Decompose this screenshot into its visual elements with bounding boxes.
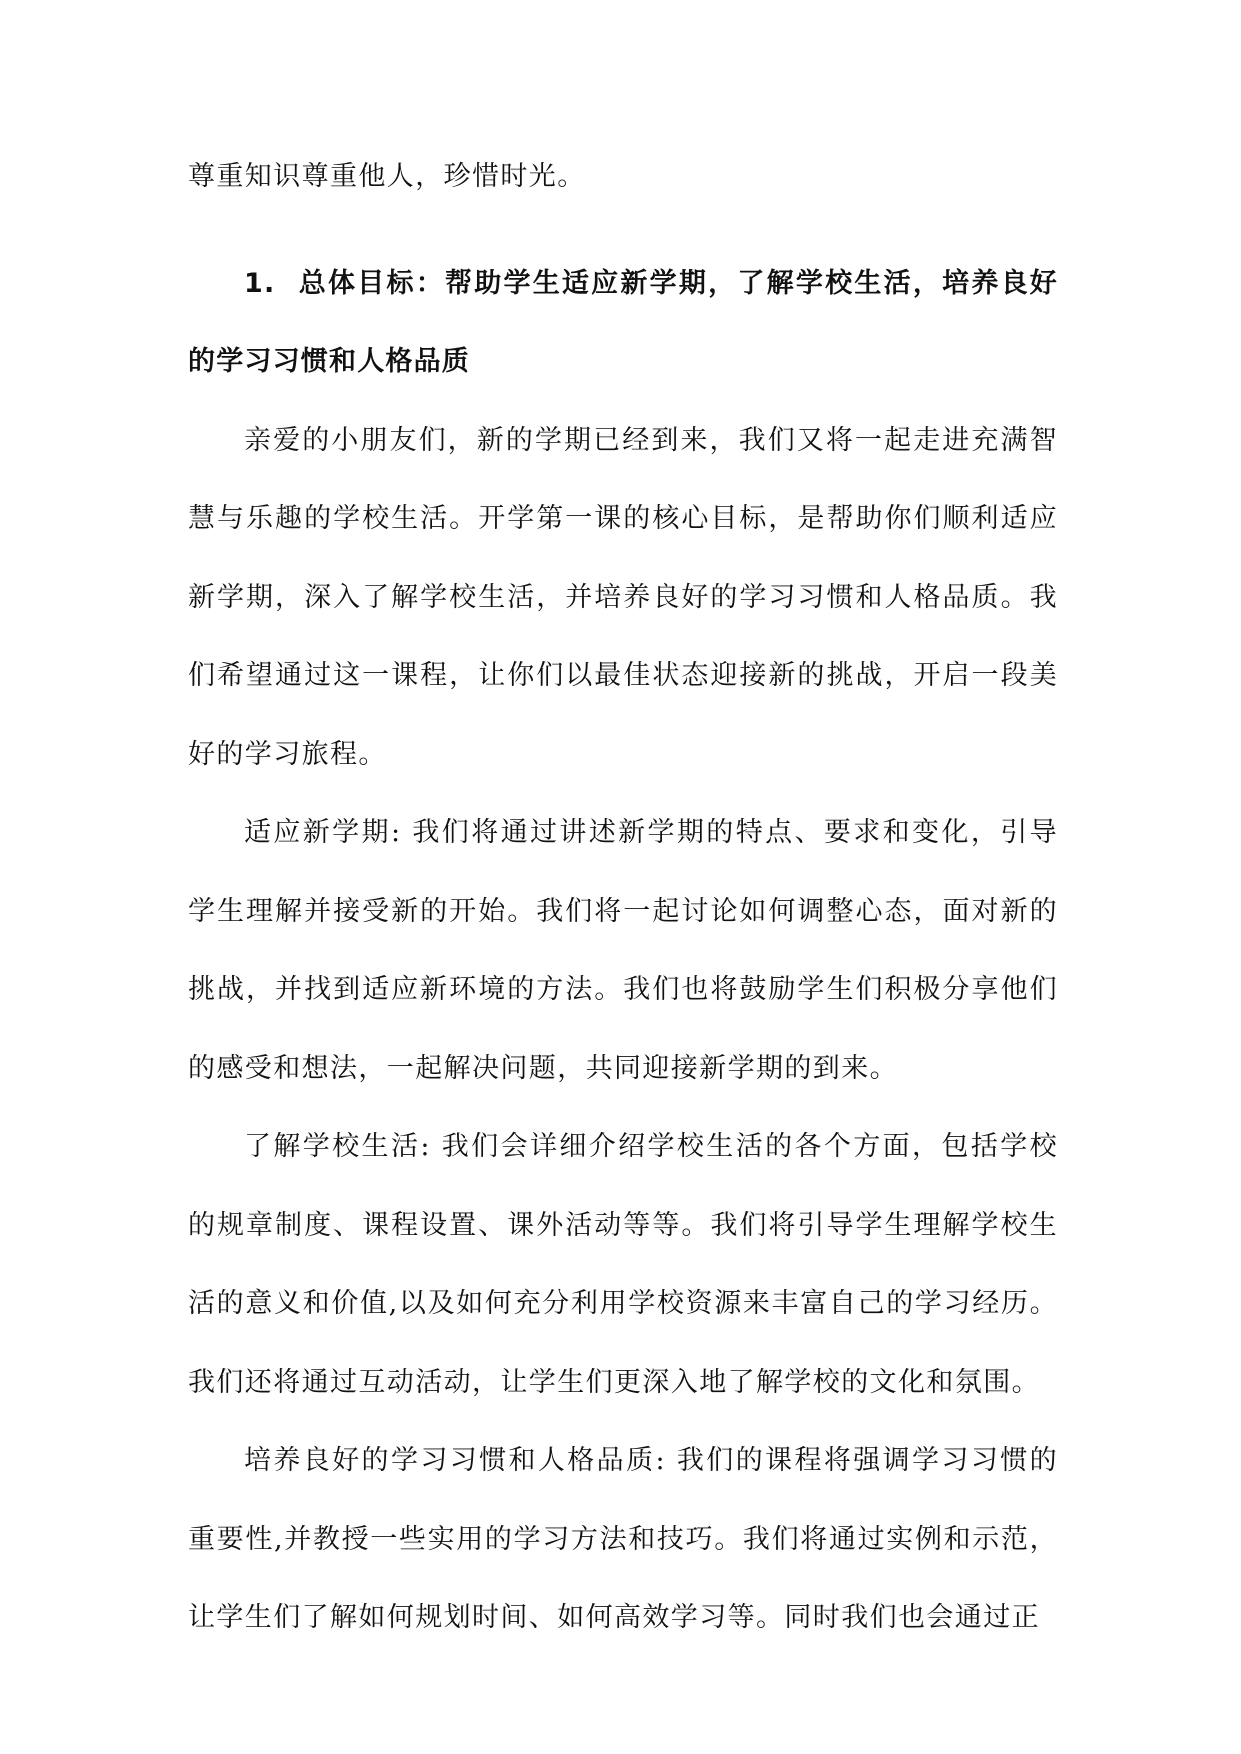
paragraph-study-habits: 培养良好的学习习惯和人格品质: 我们的课程将强调学习习惯的重要性,并教授一些实用的学习方法和技巧。我们将通过实例和示范，让学生们了解如何规划时间、如何高效学习等。同时我们也会通过正	[188, 1445, 1058, 1633]
paragraph-school-life: 了解学校生活: 我们会详细介绍学校生活的各个方面，包括学校的规章制度、课程设置、课外活动等等。我们将引导学生理解学校生活的意义和价值,以及如何充分利用学校资源来丰富自己的学习经历。我们还将通过互动活动，让学生们更深入地了解学校的文化和氛围。	[188, 1131, 1058, 1398]
paragraph-continuation: 尊重知识尊重他人，珍惜时光。	[188, 161, 586, 192]
document-body	[188, 138, 1058, 1658]
paragraph-adapt-semester: 适应新学期: 我们将通过讲述新学期的特点、要求和变化，引导学生理解并接受新的开始。我们将一起讨论如何调整心态，面对新的挑战，并找到适应新环境的方法。我们也将鼓励学生们积极分享他们的感受和想法，一起解决问题，共同迎接新学期的到来。	[188, 817, 1058, 1084]
section-heading-text: 总体目标：帮助学生适应新学期，了解学校生活，培养良好的学习习惯和人格品质	[188, 267, 1059, 377]
section-heading	[188, 245, 1058, 402]
section-number: 1.	[244, 267, 276, 299]
paragraph-intro: 亲爱的小朋友们，新的学期已经到来，我们又将一起走进充满智慧与乐趣的学校生活。开学第一课的核心目标，是帮助你们顺利适应新学期，深入了解学校生活，并培养良好的学习习惯和人格品质。我们希望通过这一课程，让你们以最佳状态迎接新的挑战，开启一段美好的学习旅程。	[188, 424, 1058, 770]
